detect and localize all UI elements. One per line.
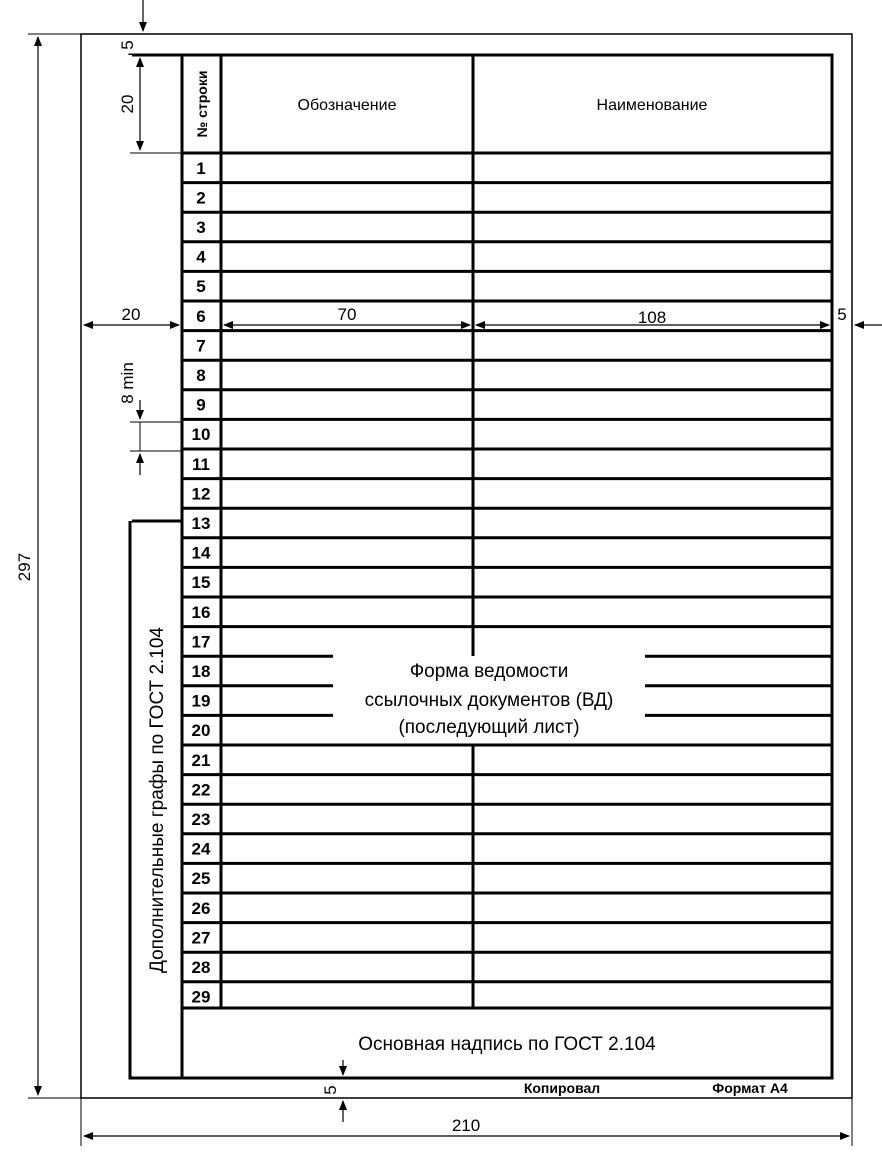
row-number: 7 xyxy=(196,336,206,356)
dim-col-designation: 70 xyxy=(337,305,357,324)
row-number: 28 xyxy=(191,958,211,977)
row-number: 15 xyxy=(191,573,211,593)
header-row-no: № строки xyxy=(194,70,210,138)
row-number: 29 xyxy=(191,987,211,1007)
row-number: 11 xyxy=(192,454,210,474)
row-number: 3 xyxy=(196,218,206,237)
dim-header-height: 20 xyxy=(118,94,137,114)
footer-format: Формат А4 xyxy=(712,1080,788,1096)
dim-sheet-height: 297 xyxy=(15,552,34,582)
row-number: 26 xyxy=(191,898,211,918)
row-number: 8 xyxy=(196,366,206,385)
dim-right-margin: 5 xyxy=(837,305,847,324)
row-number: 10 xyxy=(191,425,211,445)
row-number: 14 xyxy=(191,543,211,563)
dim-top-margin: 5 xyxy=(118,40,137,50)
form-title-line3: (последующий лист) xyxy=(398,717,580,738)
side-label: Дополнительные графы по ГОСТ 2.104 xyxy=(147,627,168,973)
row-number: 9 xyxy=(196,395,206,415)
row-number: 12 xyxy=(191,484,211,504)
row-number: 23 xyxy=(191,810,211,829)
form-title-line2: ссылочных документов (ВД) xyxy=(364,690,614,711)
row-number: 24 xyxy=(191,839,211,859)
row-number: 19 xyxy=(191,691,211,711)
row-number: 16 xyxy=(191,602,211,622)
dim-left-margin: 20 xyxy=(121,305,141,324)
row-number: 4 xyxy=(196,247,206,267)
row-number: 5 xyxy=(196,277,206,297)
header-designation: Обозначение xyxy=(297,97,397,114)
row-number: 17 xyxy=(191,632,211,652)
row-lines xyxy=(182,183,832,982)
row-number: 1 xyxy=(196,158,206,178)
row-number: 21 xyxy=(191,750,211,770)
row-number: 22 xyxy=(191,780,211,800)
row-number: 6 xyxy=(196,306,206,326)
header-name: Наименование xyxy=(596,97,708,114)
row-number: 18 xyxy=(191,662,211,681)
dim-bottom-margin: 5 xyxy=(321,1085,340,1095)
dim-col-name: 108 xyxy=(637,308,667,327)
row-numbers xyxy=(192,159,211,1007)
row-number: 2 xyxy=(196,188,206,208)
row-number: 27 xyxy=(191,928,211,948)
footer-copied: Копировал xyxy=(523,1080,601,1096)
row-number: 20 xyxy=(191,721,211,741)
form-title-line1: Форма ведомости xyxy=(409,661,569,682)
dim-row-height: 8 min xyxy=(118,362,137,404)
row-number: 13 xyxy=(191,514,211,533)
dim-sheet-width: 210 xyxy=(451,1116,481,1135)
row-number: 25 xyxy=(191,869,211,889)
title-block-label: Основная надпись по ГОСТ 2.104 xyxy=(358,1034,656,1055)
